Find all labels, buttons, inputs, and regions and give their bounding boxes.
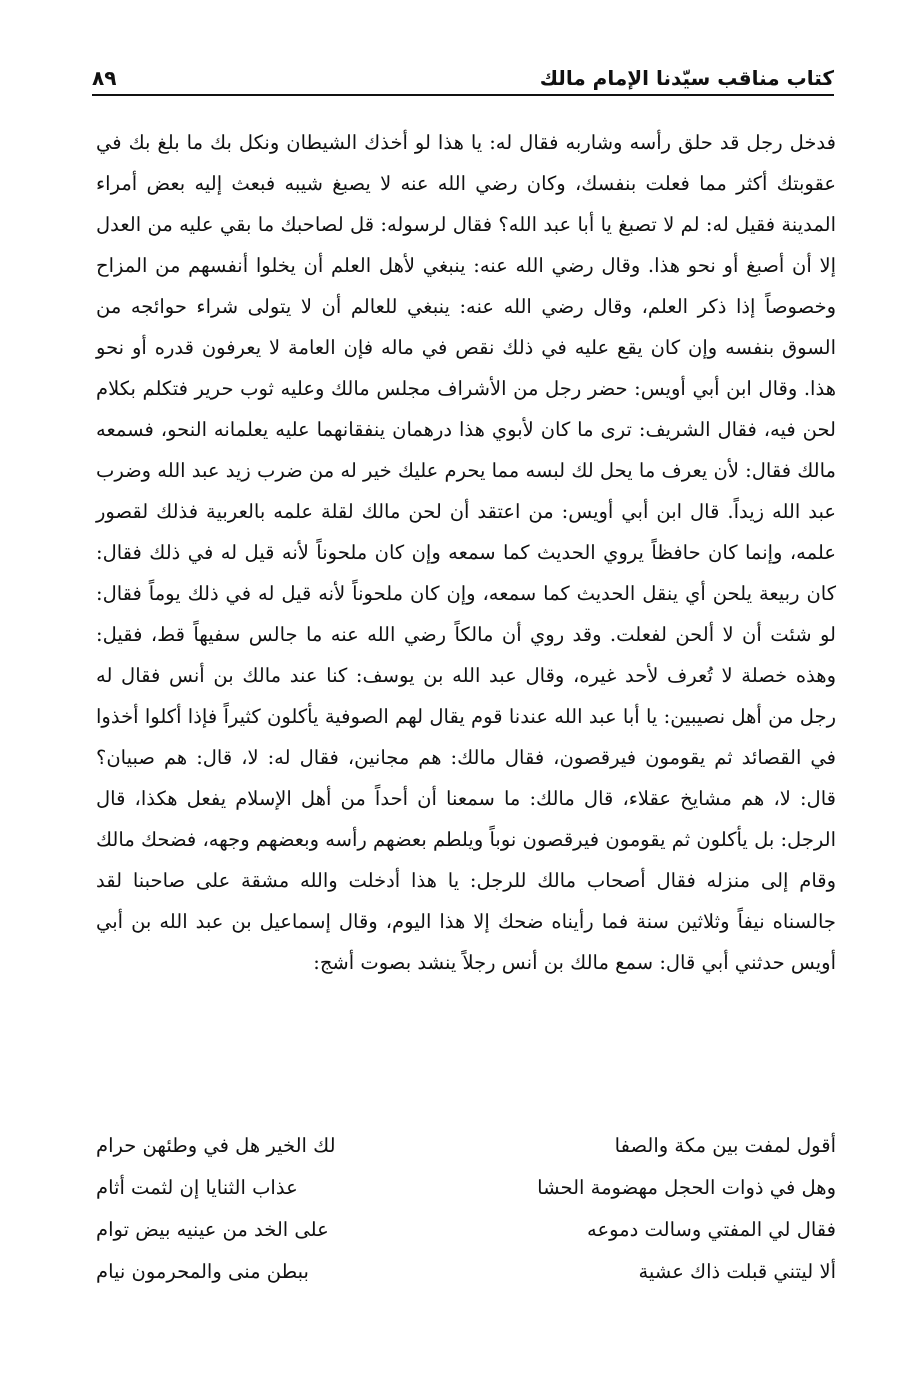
poem <box>96 1125 836 1293</box>
running-header <box>92 58 834 96</box>
verse-first-hemistich: فقال لي المفتي وسالت دموعه <box>587 1218 836 1241</box>
body-paragraph: فدخل رجل قد حلق رأسه وشاربه فقال له: يا هذا لو أخذك الشيطان ونكل بك ما بلغ بك في عقوبتك أكثر مما فعلت بنفسك، وكان رضي الله عنه لا يصبغ شيبه فبعث إليه بعض أمراء المدينة فقيل له: لم لا تصبغ يا أبا عبد الله؟ فقال لرسوله: قل لصاحبك ما بقي عليه من العدل إلا أن أصبغ أو نحو هذا. وقال رضي الله عنه: ينبغي لأهل العلم أن يخلوا أنفسهم من المزاح وخصوصاً إذا ذكر العلم، وقال رضي الله عنه: ينبغي للعالم أن لا يتولى شراء حوائجه من السوق بنفسه وإن كان يقع عليه في ذلك نقص في ماله فإن العامة لا يعرفون قدره أو نحو هذا. وقال ابن أبي أويس: حضر رجل من الأشراف مجلس مالك وعليه ثوب حرير فتكلم بكلام لحن فيه، فقال الشريف: ترى ما كان لأبوي هذا درهمان ينفقانهما عليه يعلمانه النحو، فسمعه مالك فقال: لأن يعرف ما يحل لك لبسه مما يحرم عليك خير له من ضرب زيد عبد الله وضرب عبد الله زيداً. قال ابن أبي أويس: من اعتقد أن لحن مالك لقلة علمه بالعربية فذلك لقصور علمه، وإنما كان حافظاً يروي الحديث كما سمعه وإن كان ملحوناً لأنه قيل له في ذلك فقال: كان ربيعة يلحن أي ينقل الحديث كما سمعه، وإن كان ملحوناً لأنه قيل له في ذلك يوماً فقال: لو شئت أن لا ألحن لفعلت. وقد روي أن مالكاً رضي الله عنه ما جالس سفيهاً قط، فقيل: وهذه خصلة لا تُعرف لأحد غيره، وقال عبد الله بن يوسف: كنا عند مالك بن أنس فقال له رجل من أهل نصيبين: يا أبا عبد الله عندنا قوم يقال لهم الصوفية يأكلون كثيراً فإذا أكلوا أخذوا في القصائد ثم يقومون فيرقصون، فقال مالك: هم مجانين، فقال له: لا، قال: هم صبيان؟ قال: لا، هم مشايخ عقلاء، قال مالك: ما سمعنا أن أحداً من أهل الإسلام يفعل هكذا، قال الرجل: بل يأكلون ثم يقومون فيرقصون نوباً ويلطم بعضهم رأسه وبعضهم وجهه، فضحك مالك وقام إلى منزله فقال أصحاب مالك للرجل: يا هذا أدخلت والله مشقة على صاحبنا لقد جالسناه نيفاً وثلاثين سنة فما رأيناه ضحك إلا هذا اليوم، وقال إسماعيل بن عبد الله بن أبي أويس حدثني أبي قال: سمع مالك بن أنس رجلاً ينشد بصوت أشج: <box>96 131 836 974</box>
body-text <box>96 122 836 983</box>
poem-verse <box>96 1167 836 1209</box>
poem-verse <box>96 1251 836 1293</box>
poem-verse <box>96 1125 836 1167</box>
verse-second-hemistich: عذاب الثنايا إن لثمت أثام <box>96 1176 298 1199</box>
verse-second-hemistich: لك الخير هل في وطئهن حرام <box>96 1134 336 1157</box>
verse-first-hemistich: وهل في ذوات الحجل مهضومة الحشا <box>537 1176 836 1199</box>
verse-second-hemistich: ببطن منى والمحرمون نيام <box>96 1260 309 1283</box>
verse-first-hemistich: ألا ليتني قبلت ذاك عشية <box>638 1260 836 1283</box>
page-number: ٨٩ <box>92 66 117 90</box>
poem-verse <box>96 1209 836 1251</box>
running-title: كتاب مناقب سيّدنا الإمام مالك <box>539 66 834 90</box>
verse-first-hemistich: أقول لمفت بين مكة والصفا <box>614 1134 836 1157</box>
verse-second-hemistich: على الخد من عينيه بيض توام <box>96 1218 329 1241</box>
